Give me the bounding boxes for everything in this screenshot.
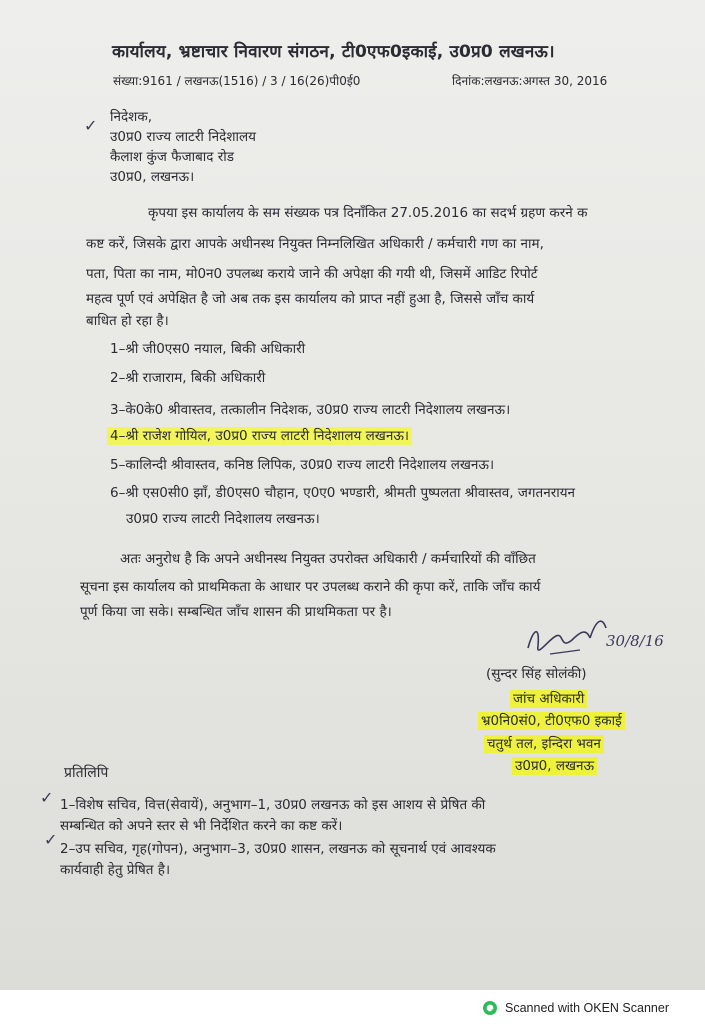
addressee-line: कैलाश कुंज फैजाबाद रोड [110,149,234,165]
body-line: महत्व पूर्ण एवं अपेक्षित है जो अब तक इस कार्यालय को प्राप्त नहीं हुआ है, जिससे जाँच कार्य [86,291,535,307]
check-mark-icon: ✓ [40,788,54,807]
highlighted-text: जांच अधिकारी [510,690,587,708]
officer-designation [510,690,587,708]
body-line: बाधित हो रहा है। [86,313,169,329]
list-item: 3–के0के0 श्रीवास्तव, तत्कालीन निदेशक, उ0प्र0 राज्य लाटरी निदेशालय लखनऊ। [110,402,511,418]
list-item: 2–श्री राजाराम, बिकी अधिकारी [110,370,266,386]
request-line: सूचना इस कार्यालय को प्राथमिकता के आधार पर उपलब्ध कराने की कृपा करें, ताकि जाँच कार्य [80,579,541,595]
highlighted-text: भ्र0नि0सं0, टी0एफ0 इकाई [478,712,625,730]
officer-city [512,757,597,775]
copy-title: प्रतिलिपि [64,765,109,781]
body-line: कष्ट करें, जिसके द्वारा आपके अधीनस्थ नियुक्त निम्नलिखित अधिकारी / कर्मचारी गण का नाम, [86,236,544,252]
list-item: 5–कालिन्दी श्रीवास्तव, कनिष्ठ लिपिक, उ0प्र0 राज्य लाटरी निदेशालय लखनऊ। [110,457,495,473]
handwritten-date: 30/8/16 [606,632,664,650]
copy-line: कार्यवाही हेतु प्रेषित है। [60,862,171,878]
reference-number: संख्या:9161 / लखनऊ(1516) / 3 / 16(26)पी0ई0 [113,74,361,88]
list-item: 6–श्री एस0सी0 झाँ, डी0एस0 चौहान, ए0ए0 भण्डारी, श्रीमती पुष्पलता श्रीवास्तव, जगतनरायन [110,485,576,501]
letter-date: दिनांक:लखनऊ:अगस्त 30, 2016 [452,74,608,88]
list-item-highlighted [107,427,412,445]
copy-line: सम्बन्धित को अपने स्तर से भी निर्देशित करने का कष्ट करें। [60,818,343,834]
copy-line: 1–विशेष सचिव, वित्त(सेवायें), अनुभाग–1, उ0प्र0 लखनऊ को इस आशय से प्रेषित की [60,797,486,813]
addressee-line: उ0प्र0, लखनऊ। [110,169,195,185]
request-line: पूर्ण किया जा सके। सम्बन्धित जाँच शासन की प्राथमिकता पर है। [80,604,392,620]
office-header: कार्यालय, भ्रष्टाचार निवारण संगठन, टी0एफ0इकाई, उ0प्र0 लखनऊ। [112,42,555,62]
officer-organization [478,712,625,730]
copy-line: 2–उप सचिव, गृह(गोपन), अनुभाग–3, उ0प्र0 शासन, लखनऊ को सूचनार्थ एवं आवश्यक [60,841,496,857]
body-line: पता, पिता का नाम, मो0न0 उपलब्ध कराये जाने की अपेक्षा की गयी थी, जिसमें आडिट रिपोर्ट [86,266,538,282]
addressee-line: निदेशक, [110,109,152,125]
highlighted-text: 4–श्री राजेश गोयिल, उ0प्र0 राज्य लाटरी निदेशालय लखनऊ। [107,427,412,445]
highlighted-text: चतुर्थ तल, इन्दिरा भवन [484,735,604,753]
scanner-watermark: Scanned with OKEN Scanner [505,1001,669,1015]
addressee-line: उ0प्र0 राज्य लाटरी निदेशालय [110,129,256,145]
request-line: अतः अनुरोध है कि अपने अधीनस्थ नियुक्त उपरोक्त अधिकारी / कर्मचारियों की वाँछित [120,551,536,567]
check-mark-icon: ✓ [84,116,98,135]
officer-name: (सुन्दर सिंह सोलंकी) [486,666,587,682]
body-line: कृपया इस कार्यालय के सम संख्यक पत्र दिनाँकित 27.05.2016 का सदर्भ ग्रहण करने क [148,205,588,221]
oken-scanner-icon [482,1000,498,1016]
list-item: उ0प्र0 राज्य लाटरी निदेशालय लखनऊ। [126,511,320,527]
officer-address [484,735,604,753]
highlighted-text: उ0प्र0, लखनऊ [512,757,597,775]
list-item: 1–श्री जी0एस0 नयाल, बिकी अधिकारी [110,341,306,357]
check-mark-icon: ✓ [44,830,58,849]
